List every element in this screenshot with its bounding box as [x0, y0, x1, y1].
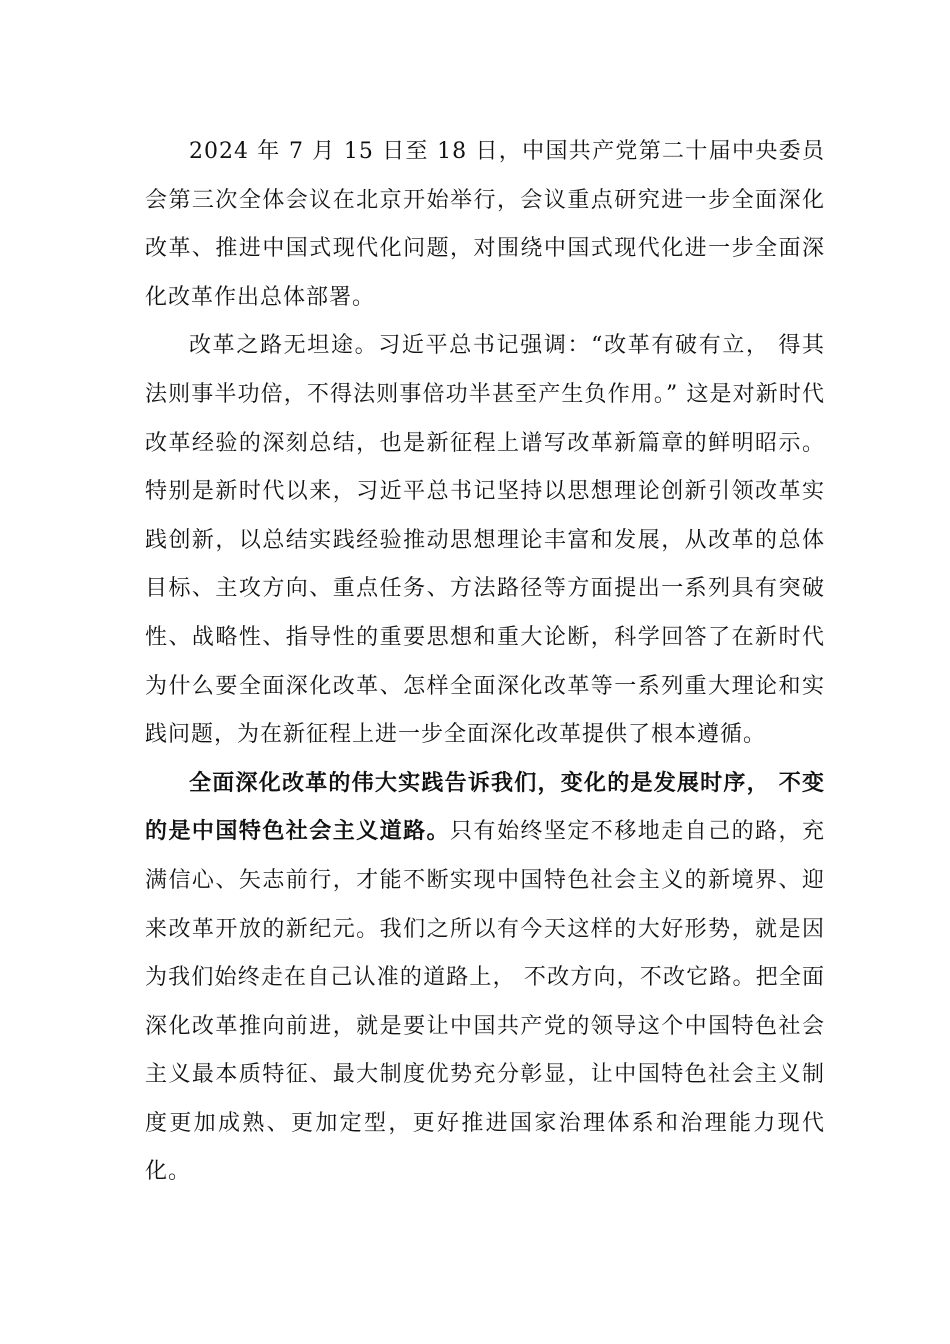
paragraph-1-text: 2024 年 7 月 15 日至 18 日，中国共产党第二十届中央委员会第三次全体会议在北京开始举行，会议重点研究进一步全面深化改革、推进中国式现代化问题，对围绕中国式现代化进一步全面深化改革作出总体部署。 [145, 139, 825, 310]
paragraph-2 [145, 322, 825, 759]
paragraph-3-text: 只有始终坚定不移地走自己的路，充满信心、矢志前行，才能不断实现中国特色社会主义的新境界、迎来改革开放的新纪元。我们之所以有今天这样的大好形势，就是因为我们始终走在自己认准的道路上， 不改方向，不改它路。把全面深化改革推向前进，就是要让中国共产党的领导这个中国特色社会主义最本质特征、最大制度优势充分彰显，让中国特色社会主义制度更加成熟、更加定型，更好推进国家治理体系和治理能力现代化。 [145, 819, 825, 1185]
paragraph-1 [145, 128, 825, 322]
document-body [145, 128, 825, 1197]
paragraph-2-text: 改革之路无坦途。习近平总书记强调：“改革有破有立， 得其法则事半功倍，不得法则事倍功半甚至产生负作用。” 这是对新时代改革经验的深刻总结，也是新征程上谱写改革新篇章的鲜明昭示。特别是新时代以来，习近平总书记坚持以思想理论创新引领改革实践创新，以总结实践经验推动思想理论丰富和发展，从改革的总体目标、主攻方向、重点任务、方法路径等方面提出一系列具有突破性、战略性、指导性的重要思想和重大论断，科学回答了在新时代为什么要全面深化改革、怎样全面深化改革等一系列重大理论和实践问题，为在新征程上进一步全面深化改革提供了根本遵循。 [145, 333, 825, 748]
paragraph-3-bold-lead: 全面深化改革的伟大实践告诉我们，变化的是发展时序， 不变的是中国特色社会主义道路。 [145, 770, 825, 845]
paragraph-3 [145, 760, 825, 1197]
